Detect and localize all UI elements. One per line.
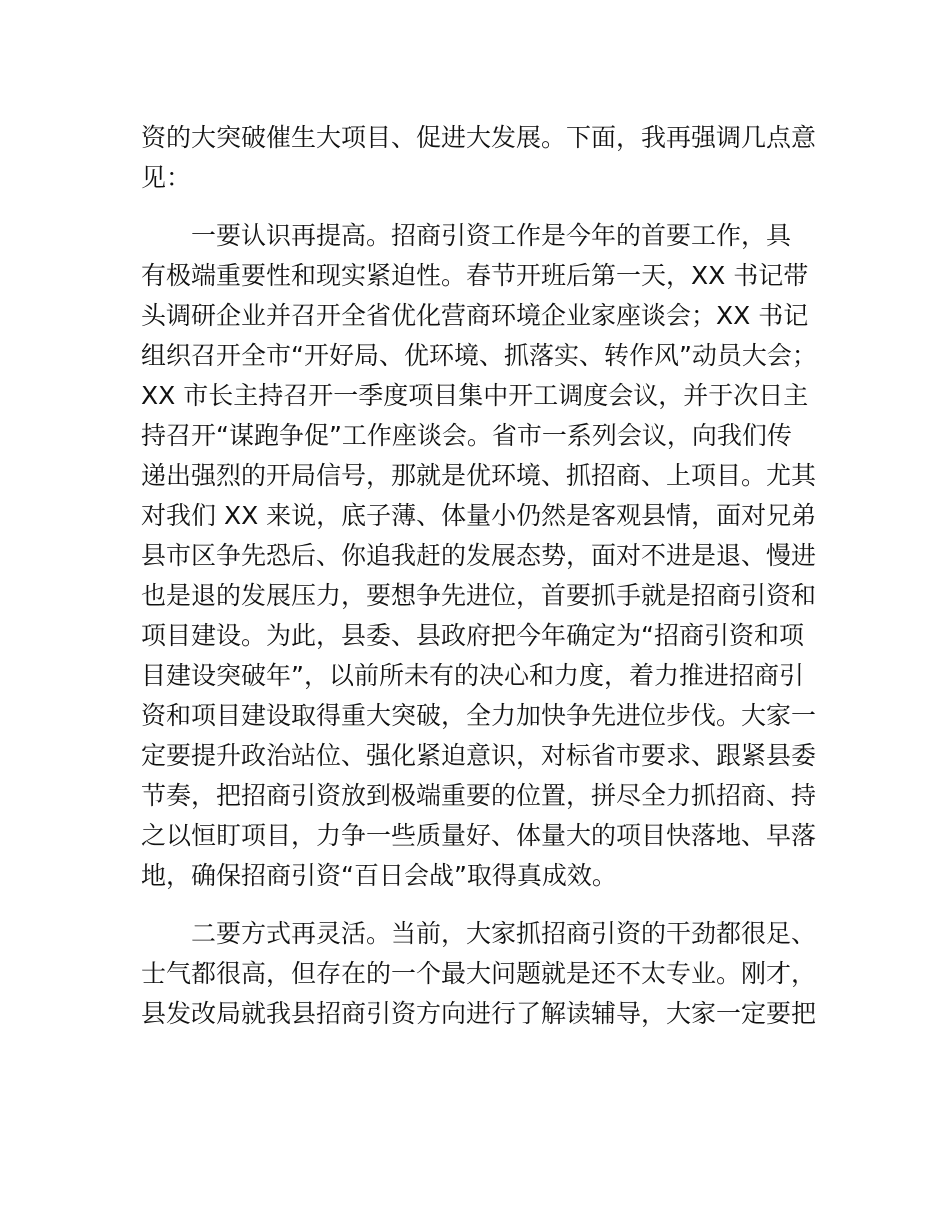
text-line: 目建设突破年”，以前所未有的决心和力度，着力推进招商引 [141,661,804,690]
text-line: 组织召开全市“开好局、优环境、抓落实、转作风”动员大会； [141,341,817,370]
text-line: 节奏，把招商引资放到极端重要的位置，拼尽全力抓招商、持 [141,781,817,810]
text-line: 定要提升政治站位、强化紧迫意识，对标省市要求、跟紧县委 [141,741,817,770]
text-line: 也是退的发展压力，要想争先进位，首要抓手就是招商引资和 [141,581,817,610]
text-line: 资的大突破催生大项目、促进大发展。下面，我再强调几点意 [141,123,817,152]
text-line: 有极端重要性和现实紧迫性。春节开班后第一天，XX 书记带 [141,261,809,290]
text-line: 士气都很高，但存在的一个最大问题就是还不太专业。刚才， [141,959,817,988]
paragraph-point-two [141,914,817,1034]
text-line: 资和项目建设取得重大突破，全力加快争先进位步伐。大家一 [141,701,817,730]
text-line: 见： [141,163,192,192]
text-line: 二要方式再灵活。当前，大家抓招商引资的干劲都很足、 [191,919,817,948]
text-line: 头调研企业并召开全省优化营商环境企业家座谈会；XX 书记 [141,301,809,330]
text-line: XX 市长主持召开一季度项目集中开工调度会议，并于次日主 [141,381,809,410]
paragraph-point-one [141,216,817,896]
text-line: 地，确保招商引资“百日会战”取得真成效。 [141,861,617,890]
text-line: 持召开“谋跑争促”工作座谈会。省市一系列会议，向我们传 [141,421,792,450]
text-line: 之以恒盯项目，力争一些质量好、体量大的项目快落地、早落 [141,821,817,850]
text-line: 对我们 XX 来说，底子薄、体量小仍然是客观县情，面对兄弟 [141,501,817,530]
text-line: 递出强烈的开局信号，那就是优环境、抓招商、上项目。尤其 [141,461,817,490]
text-line: 项目建设。为此，县委、县政府把今年确定为“招商引资和项 [141,621,804,650]
text-line: 县发改局就我县招商引资方向进行了解读辅导，大家一定要把 [141,999,817,1028]
paragraph-intro-ending [141,118,817,198]
text-line: 一要认识再提高。招商引资工作是今年的首要工作，具 [191,221,792,250]
document-body [141,118,817,1052]
text-line: 县市区争先恐后、你追我赶的发展态势，面对不进是退、慢进 [141,541,817,570]
